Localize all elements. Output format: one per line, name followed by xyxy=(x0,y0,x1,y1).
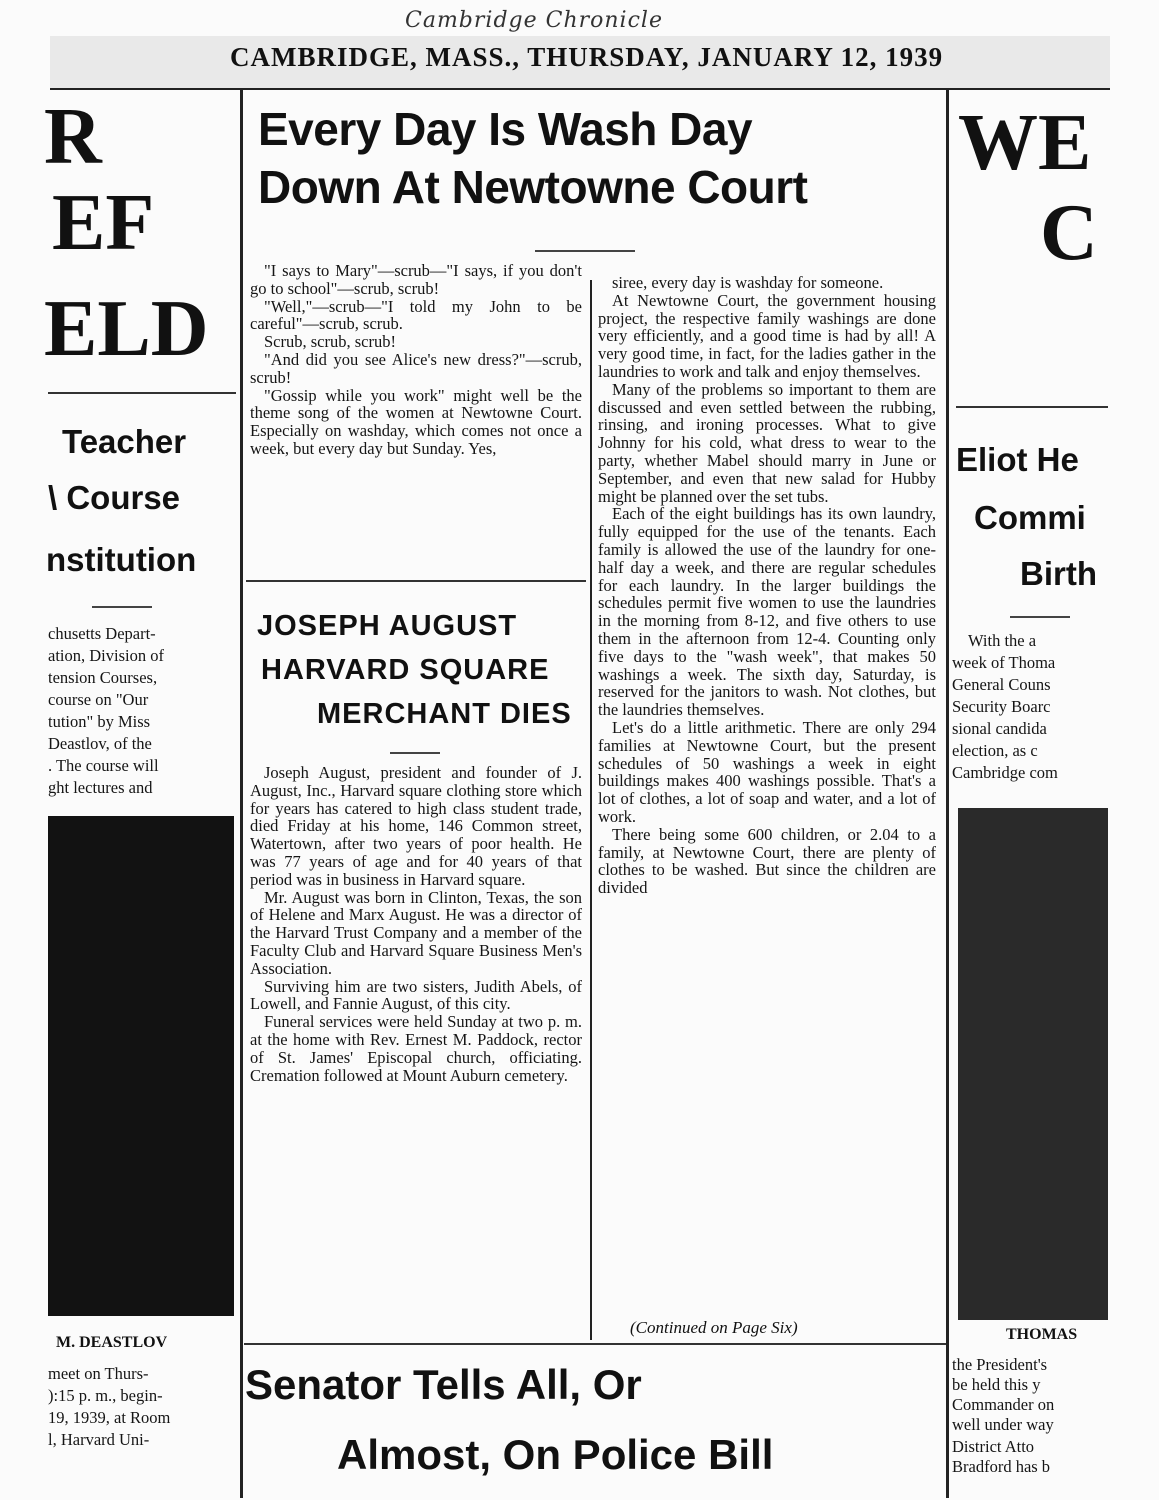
obituary-headline-line-3: MERCHANT DIES xyxy=(317,698,572,730)
obituary-headline-line-2: HARVARD SQUARE xyxy=(261,654,550,686)
left-divider-2 xyxy=(92,606,152,608)
left-masthead-letter-1: R xyxy=(44,93,102,181)
left-bottom-line: ):15 p. m., begin- xyxy=(48,1386,163,1405)
wash-day-paragraph: Scrub, scrub, scrub! xyxy=(264,332,396,352)
left-masthead-letter-2: EF xyxy=(52,179,155,267)
wash-day-column-2 xyxy=(598,274,936,897)
right-body-line: General Couns xyxy=(952,676,1051,694)
left-body-line: . The course will xyxy=(48,756,159,775)
wash-day-paragraph: Let's do a little arithmetic. There are only 294 families at Newtowne Court, but the present schedules of 50 washings a week in eight buildings makes 400 washings possible. That's a lot of clothes, a lot of soap and water, and a lot of work. xyxy=(598,717,936,826)
senator-headline-line-1: Senator Tells All, Or xyxy=(245,1361,642,1408)
left-bottom-line: 19, 1939, at Room xyxy=(48,1408,171,1427)
obituary-paragraph: Joseph August, president and founder of J. August, Inc., Harvard square clothing store which for years has catered to high class student trade, died Friday at his home, 146 Common street, Watertown, after two years of poor health. He was 77 years of age and for 40 years of that period was in business in Harvard square. xyxy=(250,763,582,889)
right-divider-1 xyxy=(956,406,1108,408)
right-masthead-letters-2: C xyxy=(1040,189,1098,277)
right-bottom-line: well under way xyxy=(952,1416,1054,1434)
left-headline-line-1: Teacher xyxy=(62,423,187,460)
left-headline-line-3: nstitution xyxy=(46,541,197,578)
wash-day-paragraph: "Gossip while you work" might well be the theme song of the women at Newtowne Court. Especially on washday, which comes not once a week, but every day but Sunday. Yes, xyxy=(250,385,582,458)
column-rule-right xyxy=(946,88,949,1498)
wash-day-paragraph: There being some 600 children, or 2.04 to a family, at Newtowne Court, there are plenty of clothes to be washed. But since the children are divided xyxy=(598,824,936,898)
continued-notice: (Continued on Page Six) xyxy=(630,1318,798,1337)
dateline: CAMBRIDGE, MASS., THURSDAY, JANUARY 12, 1939 xyxy=(230,42,944,72)
obituary-paragraph: Funeral services were held Sunday at two p. m. at the home with Rev. Ernest M. Paddock, rector of St. James' Episcopal church, officiating. Cremation followed at Mount Auburn cemetery. xyxy=(250,1012,582,1085)
wash-day-paragraph: siree, every day is washday for someone. xyxy=(612,273,884,292)
left-masthead-letter-3: ELD xyxy=(44,285,209,373)
wash-day-paragraph: Many of the problems so important to them are discussed and even settled between the rubbing, rinsing, and ironing processes. What to give Johnny for his cold, what dress to wear to the party, whether Mabel should marry in June or September, and even that new salad for Hubby might be planned over the set tubs. xyxy=(598,379,936,506)
column-rule-left xyxy=(240,88,243,1498)
right-portrait-photo xyxy=(958,808,1108,1320)
column-1-divider xyxy=(246,580,586,582)
right-headline-line-3: Birth xyxy=(1020,555,1097,592)
right-photo-caption: THOMAS xyxy=(1006,1326,1078,1343)
obituary-body xyxy=(250,764,582,1084)
headline-divider xyxy=(535,250,635,252)
wash-day-column-1 xyxy=(250,262,582,458)
dateline-bar xyxy=(50,36,1110,90)
left-headline-line-2: \ Course xyxy=(48,479,181,516)
obituary-divider xyxy=(390,752,440,754)
right-body-line: sional candida xyxy=(952,720,1047,738)
left-body-line: Deastlov, of the xyxy=(48,734,152,753)
right-bottom-line: Commander on xyxy=(952,1396,1055,1414)
left-body-line: tution" by Miss xyxy=(48,712,151,731)
left-portrait-photo xyxy=(48,816,234,1316)
wash-day-paragraph: "And did you see Alice's new dress?"—scrub, scrub! xyxy=(250,349,582,387)
obituary-paragraph: Surviving him are two sisters, Judith Abels, of Lowell, and Fannie August, of this city. xyxy=(250,976,582,1014)
column-rule-middle xyxy=(590,280,592,1340)
right-body-line: week of Thoma xyxy=(952,654,1056,672)
left-photo-caption: M. DEASTLOV xyxy=(56,1334,168,1351)
bottom-divider xyxy=(244,1343,946,1345)
obituary-headline xyxy=(257,604,587,736)
wash-day-paragraph: "Well,"—scrub—"I told my John to be careful"—scrub, scrub. xyxy=(250,296,582,334)
right-divider-2 xyxy=(1010,616,1070,618)
wash-day-paragraph: "I says to Mary"—scrub—"I says, if you don't go to school"—scrub, scrub! xyxy=(250,261,582,298)
right-headline-line-1: Eliot He xyxy=(956,441,1079,478)
left-bottom-line: l, Harvard Uni- xyxy=(48,1430,150,1449)
handwritten-note: Cambridge Chronicle xyxy=(405,8,663,33)
left-body-line: chusetts Depart- xyxy=(48,624,156,643)
wash-day-paragraph: At Newtowne Court, the government housing project, the respective family washings are done very efficiently, and a good time is had by all! A very good time, in fact, for the ladies gather in the laundries to work and talk and enjoy themselves. xyxy=(598,290,936,381)
senator-headline xyxy=(245,1350,945,1490)
wash-day-paragraph: Each of the eight buildings has its own laundry, fully equipped for the use of the tenants. Each family is allowed the use of the laundry for one-half day a week, and there are regular schedules for each laundry. In the larger buildings the schedules permit five women to use the laundries in the morning from 8-12, and five others to use them in the afternoon from 12-4. Counting only five days to the "wash week", that makes 50 washings a week. The sixth day, Saturday, is reserved for the janitors to wash. Not clothes, but the laundries themselves. xyxy=(598,504,936,720)
right-bottom-line: be held this y xyxy=(952,1376,1041,1394)
right-bottom-line: District Atto xyxy=(952,1438,1035,1456)
right-body-line: Security Boarc xyxy=(952,698,1051,716)
left-body-line: ght lectures and xyxy=(48,778,153,797)
right-masthead-letters-1: WE xyxy=(958,99,1092,187)
left-bottom-line: meet on Thurs- xyxy=(48,1364,149,1383)
senator-headline-line-2: Almost, On Police Bill xyxy=(337,1431,774,1478)
right-bottom-line: Bradford has b xyxy=(952,1458,1051,1476)
wash-day-headline xyxy=(258,100,948,216)
right-body-line: With the a xyxy=(968,632,1037,650)
right-bottom-line: the President's xyxy=(952,1356,1048,1374)
right-body-line: Cambridge com xyxy=(952,764,1058,782)
right-body-line: election, as c xyxy=(952,742,1038,760)
right-headline-line-2: Commi xyxy=(974,499,1086,536)
wash-day-headline-line-2: Down At Newtowne Court xyxy=(258,161,808,213)
left-body-line: ation, Division of xyxy=(48,646,164,665)
left-body-line: course on "Our xyxy=(48,690,149,709)
left-body-line: tension Courses, xyxy=(48,668,158,687)
obituary-paragraph: Mr. August was born in Clinton, Texas, the son of Helene and Marx August. He was a director of the Harvard Trust Company and a member of the Faculty Club and Harvard Square Business Men's Association. xyxy=(250,887,582,978)
left-divider-1 xyxy=(48,392,236,394)
obituary-headline-line-1: JOSEPH AUGUST xyxy=(257,610,518,642)
wash-day-headline-line-1: Every Day Is Wash Day xyxy=(258,103,753,155)
